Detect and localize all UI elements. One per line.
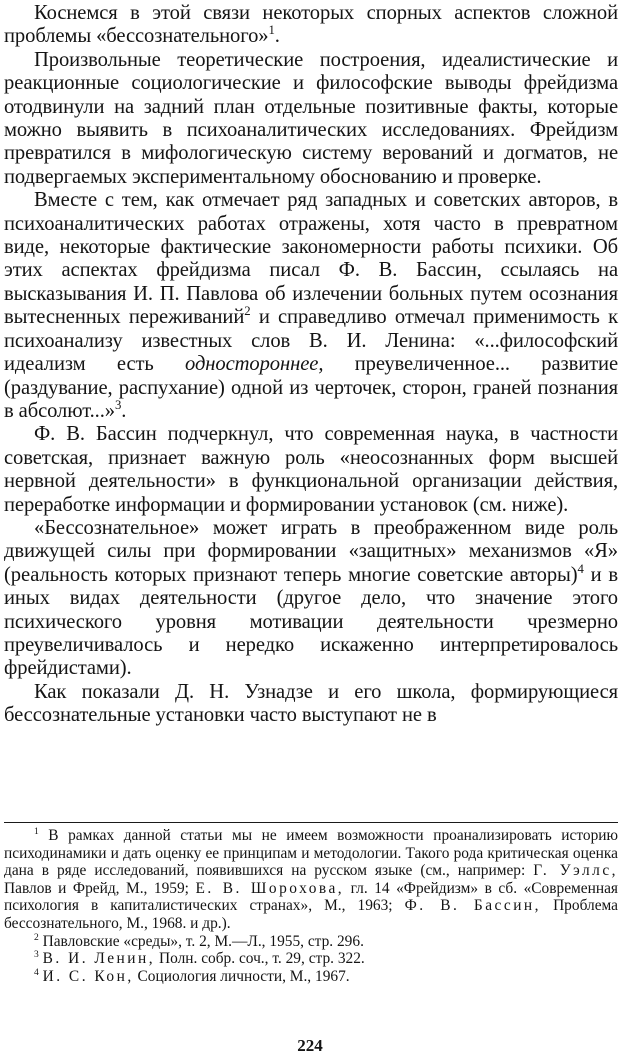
footnote-ref-3[interactable]: 3 [114, 398, 122, 413]
paragraph-4: Ф. В. Бассин подчеркнул, что современная наука, в частности советская, признает важную роль «неосознанных форм высшей нервной деятельности» в функциональной организации действия, переработке информации и формировании установок (см. ниже). [4, 423, 618, 516]
paragraph-6: Как показали Д. Н. Узнадзе и его школа, формирующиеся бессознательные установки часто выступают не в [4, 680, 618, 727]
footnotes-section [4, 822, 618, 985]
italic-emphasis: одностороннее, [185, 353, 324, 376]
footnote-4: $^4$ И. С. Кон, Социология личности, М., 1967. [34, 966, 350, 985]
paragraph-3: Вместе с тем, как отмечает ряд западных и советских авторов, в психоаналитических работах отражены, хотя часто в превратном виде, некоторые фактические закономерности работы психики. Об этих аспектах фрейдизма писал Ф. В. Бассин, ссылаясь на высказывания И. П. Павлова об излечении больных путем осознания вытесненных переживаний$^2$ и справедливо отмечал применимость к психоанализу известных слов В. И. Ленина: «...философский идеализм есть одностороннее, преувеличенное... развитие (раздувание, распухание) одной из черточек, сторон, граней познания в абсолют...»$^3$. [4, 189, 618, 422]
footnote-ref-1[interactable]: 1 [268, 23, 275, 38]
footnote-ref-2[interactable]: 2 [244, 304, 251, 319]
paragraph-1: Коснемся в этой связи некоторых спорных аспектов сложной проблемы «бессознательного»$^1$. [4, 2, 618, 48]
paragraph-5: «Бессознательное» может играть в преображенном виде роль движущей силы при формировании «защитных» механизмов «Я» (реальность которых признают теперь многие советские авторы)$^4$ и в иных видах деятельности (другое дело, что значение этого психического уровня мотивации деятельности чрезмерно преувеличивалось и нередко искаженно интерпретировалось фрейдистами). [4, 516, 618, 680]
footnote-ref-4[interactable]: 4 [577, 561, 584, 576]
page-number: 224 [297, 1036, 323, 1055]
footnote-1: $^1$ В рамках данной статьи мы не имеем возможности проанализировать историю психодинамики и дать оценку ее принципам и методологии. Такого рода критическая оценка дана в ряде исследований, появившихся на русском языке (см., например: Г. Уэллс, Павлов и Фрейд, М., 1959; Е. В. Шорохова, гл. 14 «Фрейдизм» в сб. «Современная психология в капиталистических странах», М., 1963; Ф. В. Бассин, Проблема бессознательного, М., 1968. и др.). [4, 825, 618, 932]
footnote-3: $^3$ В. И. Ленин, Полн. собр. соч., т. 29, стр. 322. [34, 949, 365, 968]
main-text [4, 2, 618, 728]
footnote-2: $^2$ Павловские «среды», т. 2, М.—Л., 1955, стр. 296. [34, 931, 364, 950]
paragraph-2: Произвольные теоретические построения, идеалистические и реакционные социологические и философские выводы фрейдизма отодвинули на задний план отдельные позитивные факты, которые можно выявить в психоаналитических исследованиях. Фрейдизм превратился в мифологическую систему верований и догматов, не подвергаемых экспериментальному обоснованию и проверке. [4, 48, 618, 188]
